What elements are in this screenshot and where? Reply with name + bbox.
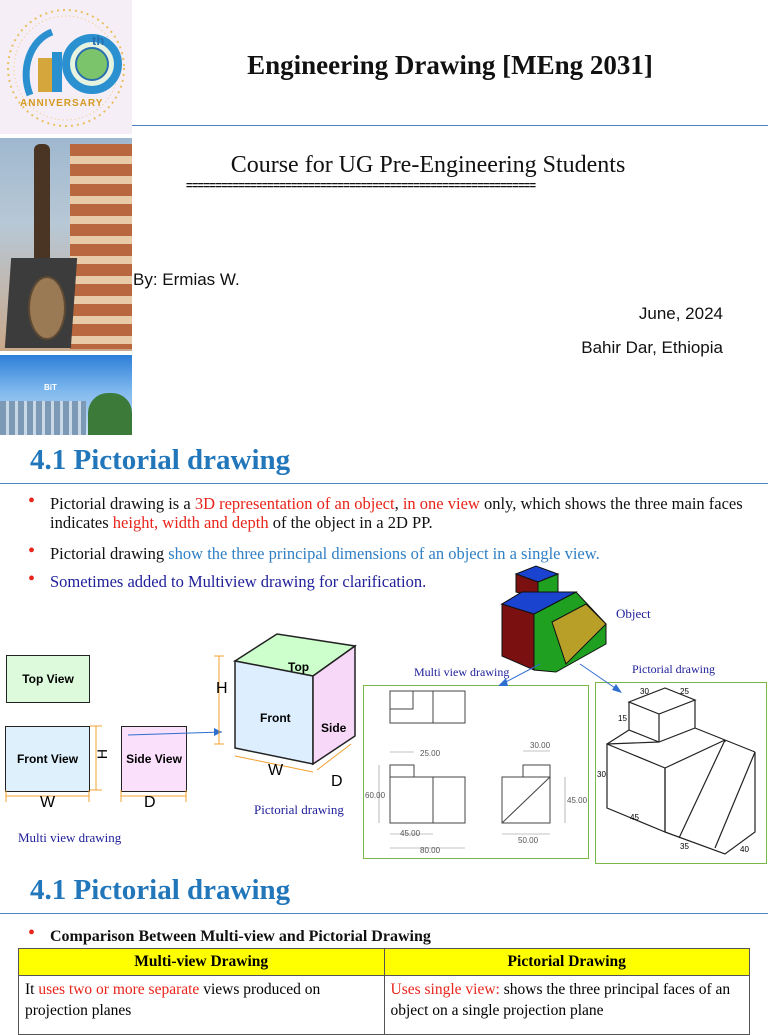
logo-ring-text: ANNIVERSARY (20, 98, 104, 109)
table-header-row (19, 949, 750, 976)
iso-caption: Pictorial drawing (632, 662, 715, 676)
statue-photo (0, 138, 132, 351)
anniversary-logo-icon (0, 0, 132, 134)
ortho-caption: Multi view drawing (414, 665, 510, 679)
iso-dim-a: 30 (640, 687, 649, 696)
ortho-dim-30: 30.00 (530, 741, 551, 750)
mv-dim-w: W (40, 794, 56, 811)
iso-dim-b: 25 (680, 687, 689, 696)
campus-trees (88, 393, 132, 435)
ortho-dim-45v: 45.00 (567, 796, 588, 805)
pic-caption: Pictorial drawing (254, 802, 344, 817)
object-label: Object (616, 606, 651, 621)
pictorial-slide (0, 436, 768, 866)
bullet-2 (50, 544, 760, 563)
b1-part: , (394, 494, 403, 513)
title-accent-line (132, 125, 768, 126)
bullet-1 (50, 494, 760, 532)
cell-part: shows the three principal faces of an object on a single projection plane (390, 981, 731, 1019)
table-row (19, 976, 750, 1035)
logo-suffix: th (92, 33, 105, 48)
slide2-heading: 4.1 Pictorial drawing (30, 444, 291, 476)
bullet-3 (50, 572, 760, 591)
multiview-dimensions (0, 636, 240, 816)
comparison-table (18, 948, 750, 1035)
side-view-box: Side View (121, 726, 187, 792)
pic-dim-h: H (216, 680, 228, 697)
table-header: Pictorial Drawing (384, 949, 750, 976)
ortho-dim-45h: 45.00 (400, 829, 421, 838)
cell-part: Uses single view: (390, 981, 500, 998)
logo-number (0, 0, 1, 1)
banner-logo-text: BiT (44, 383, 57, 392)
iso-dim-d: 30 (597, 770, 606, 779)
title-slide (0, 0, 768, 435)
campus-banner (0, 355, 132, 435)
b1-part: only, which shows the three main faces indicates (50, 494, 743, 532)
b2-part: Pictorial drawing (50, 544, 169, 563)
table-cell (19, 976, 385, 1035)
ortho-dim-50: 50.00 (518, 836, 539, 845)
ortho-dim-80: 80.00 (420, 846, 441, 855)
pic-dim-d: D (331, 773, 343, 790)
b2-part: show the three principal dimensions of an object in a single view. (168, 544, 600, 563)
b3-part: Sometimes added to Multiview drawing for clarification. (50, 572, 427, 591)
mv-dim-d: D (144, 794, 156, 811)
slide3-bullet: Comparison Between Multi-view and Pictorial Drawing (50, 928, 431, 945)
bullet-dot: • (28, 568, 36, 590)
table-header: Multi-view Drawing (19, 949, 385, 976)
statue-figure (34, 144, 50, 264)
b1-part: of the object in a 2D PP. (268, 513, 433, 532)
mv-caption: Multi view drawing (18, 830, 122, 845)
pictorial-box-drawing (205, 626, 365, 786)
mv-dim-h: H (94, 748, 111, 760)
iso-dim-e: 45 (630, 813, 639, 822)
slide2-heading-line (0, 483, 768, 484)
b1-part: Pictorial drawing is a (50, 494, 195, 513)
connector-arrows (490, 656, 630, 736)
ortho-dim-25: 25.00 (420, 749, 441, 758)
cell-part: It (25, 981, 39, 998)
date: June, 2024 (638, 304, 723, 323)
b1-part: 3D representation of an object (194, 494, 395, 513)
table-cell (384, 976, 750, 1035)
slide-title: Engineering Drawing [MEng 2031] (247, 50, 653, 80)
slide3-heading: 4.1 Pictorial drawing (30, 874, 291, 906)
bullet-dot: • (28, 540, 36, 562)
ortho-dim-60: 60.00 (365, 791, 386, 800)
top-view-box: Top View (6, 655, 90, 703)
b1-part: height, width and depth (112, 513, 269, 532)
pic-dim-w: W (268, 762, 284, 779)
building-shape (70, 144, 132, 349)
campus-building (0, 401, 86, 435)
bullet-dot: • (28, 490, 36, 512)
location: Bahir Dar, Ethiopia (581, 338, 723, 357)
monument-emblem (28, 276, 66, 340)
author: By: Ermias W. (133, 270, 240, 289)
front-view-box: Front View (5, 726, 90, 792)
slide-subtitle: Course for UG Pre-Engineering Students (230, 152, 626, 178)
pic-side: Side (321, 721, 347, 735)
b1-part: in one view (402, 494, 480, 513)
iso-dim-c: 15 (618, 714, 627, 723)
bullet-dot: • (28, 922, 36, 944)
iso-dim-f: 35 (680, 842, 689, 851)
pic-top: Top (288, 660, 310, 674)
subtitle-rule: ============================================================ (186, 180, 536, 192)
slide3-heading-line (0, 913, 768, 914)
iso-dim-g: 40 (740, 845, 749, 854)
cell-part: views produced on projection planes (25, 981, 321, 1019)
cell-part: uses two or more separate (38, 981, 200, 998)
pic-front: Front (260, 711, 291, 725)
anniversary-logo-area (0, 0, 132, 134)
